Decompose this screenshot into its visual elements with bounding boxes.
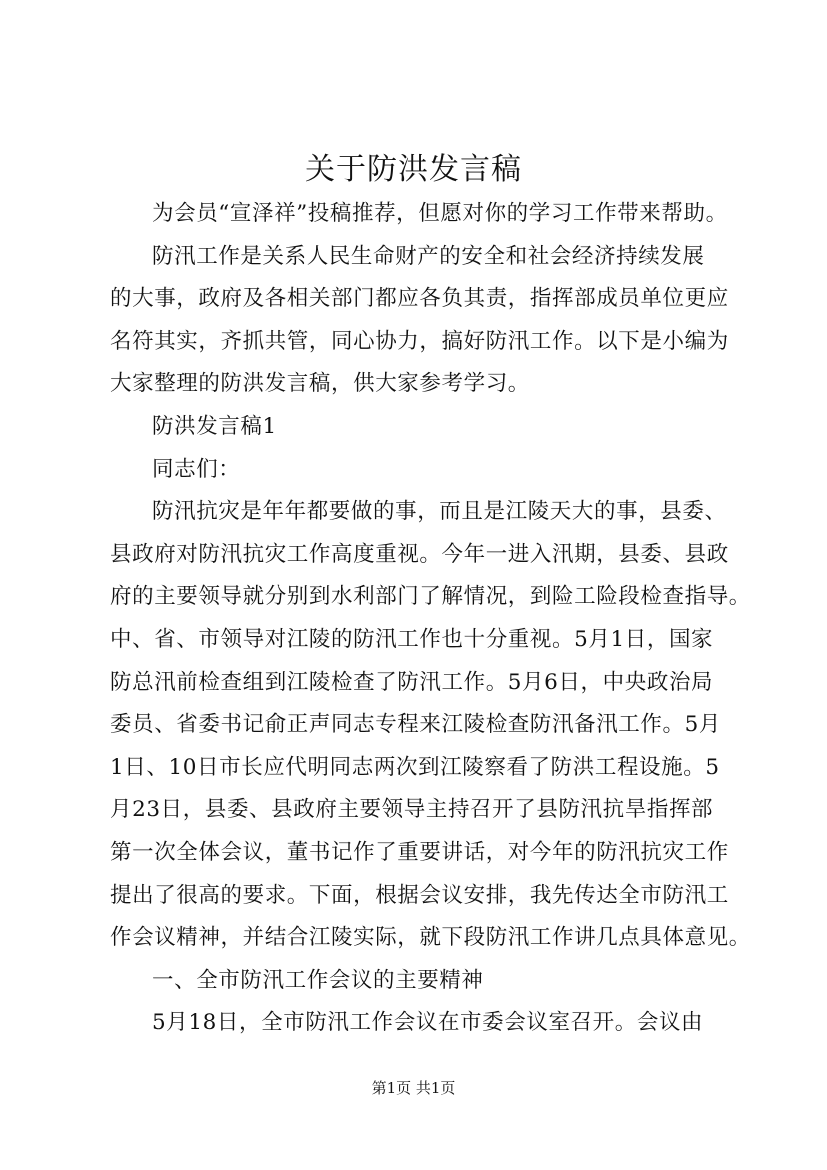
paragraph-line: 名符其实，齐抓共管，同心协力，搞好防汛工作。以下是小编为	[110, 328, 729, 354]
salutation: 同志们：	[152, 456, 241, 482]
paragraph-line: 的大事，政府及各相关部门都应各负其责，指挥部成员单位更应	[110, 286, 729, 312]
paragraph-line: 防汛抗灾是年年都要做的事，而且是江陵天大的事，县委、	[152, 499, 727, 525]
paragraph-line: 委员、省委书记俞正声同志专程来江陵检查防汛备汛工作。5月	[110, 712, 721, 738]
section-heading: 防洪发言稿1	[152, 413, 277, 439]
paragraph-line: 作会议精神，并结合江陵实际，就下段防汛工作讲几点具体意见。	[110, 925, 751, 951]
page-footer: 第1页 共1页	[371, 1079, 456, 1097]
paragraph-line: 大家整理的防洪发言稿，供大家参考学习。	[110, 371, 530, 397]
document-body	[110, 193, 751, 1045]
paragraph-line: 1日、10日市长应代明同志两次到江陵察看了防洪工程设施。5	[110, 754, 720, 780]
paragraph-line: 府的主要领导就分别到水利部门了解情况，到险工险段检查指导。	[110, 584, 751, 610]
paragraph-line: 防汛工作是关系人民生命财产的安全和社会经济持续发展	[152, 243, 705, 269]
paragraph-line: 5月18日，全市防汛工作会议在市委会议室召开。会议由	[152, 1010, 704, 1036]
paragraph-line: 提出了很高的要求。下面，根据会议安排，我先传达全市防汛工	[110, 882, 729, 908]
paragraph-line: 第一次全体会议，董书记作了重要讲话，对今年的防汛抗灾工作	[110, 839, 729, 865]
paragraph-line: 中、省、市领导对江陵的防汛工作也十分重视。5月1日，国家	[110, 626, 714, 652]
section-heading: 一、全市防汛工作会议的主要精神	[152, 967, 484, 993]
intro-line: 为会员“宣泽祥”投稿推荐，但愿对你的学习工作带来帮助。	[152, 201, 728, 226]
paragraph-line: 月23日，县委、县政府主要领导主持召开了县防汛抗旱指挥部	[110, 797, 714, 823]
paragraph-line: 防总汛前检查组到江陵检查了防汛工作。5月6日，中央政治局	[110, 669, 714, 695]
document-title: 关于防洪发言稿	[305, 152, 522, 187]
paragraph-line: 县政府对防汛抗灾工作高度重视。今年一进入汛期，县委、县政	[110, 541, 729, 567]
